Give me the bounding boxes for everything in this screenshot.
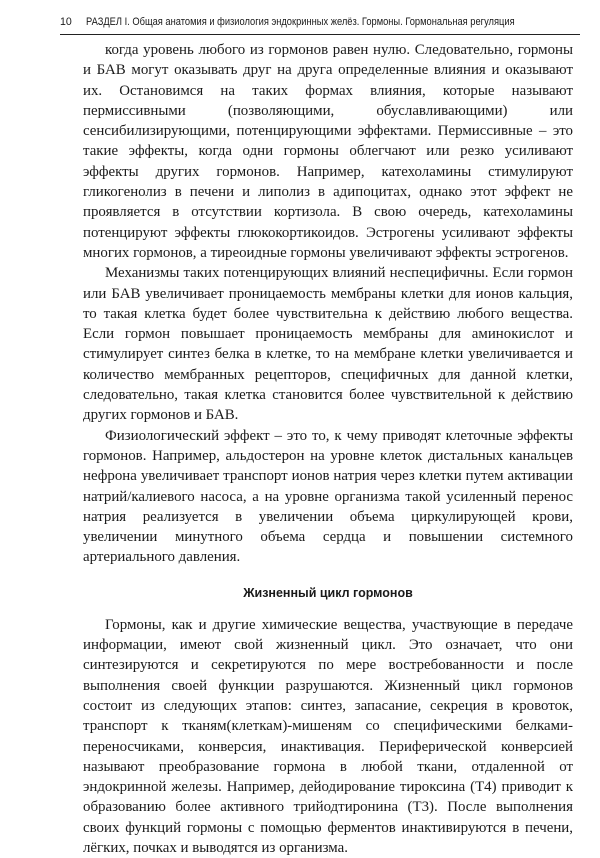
running-title: РАЗДЕЛ I. Общая анатомия и физиология эндокринных желёз. Гормоны. Гормональная регуляция — [86, 16, 515, 28]
page-number: 10 — [60, 16, 72, 28]
section-heading: Жизненный цикл гормонов — [243, 585, 413, 600]
paragraph-4: Гормоны, как и другие химические вещества, участвующие в передаче информации, имеют свой жизненный цикл. Это означает, что они синтезируются и секретируются по мере востребованности и после выполнения своей функции разрушаются. Жизненный цикл гормонов состоит из следующих этапов: синтез, запасание, секреция в кровоток, транспорт к тканям(клеткам)-мишеням со специфическими белками-переносчиками, конверсия, инактивация. Периферической конверсией называют преобразование гормона в любой ткани, отдаленной от эндокринной железы. Например, дейодирование тироксина (Т4) приводит к образованию более активного трийодтиронина (Т3). После выполнения своих функций гормоны с помощью ферментов инактивируются в печени, лёгких, почках и выводятся из организма. — [83, 616, 573, 856]
paragraph-1: когда уровень любого из гормонов равен нулю. Следовательно, гормоны и БАВ могут оказывать друг на друга определенные влияния и оказывают их. Остановимся на таких формах влияния, которые называют пермиссивными (позволяющими, обуславливающими) или сенсибилизирующими, потенцирующими эффектами. Пермиссивные – это такие эффекты, когда одни гормоны облегчают или резко усиливают эффекты других гормонов. Например, катехоламины стимулируют гликогенолиз в печени и липолиз в адипоцитах, однако этот эффект не проявляется в отсутствии кортизола. В свою очередь, катехоламины потенцируют эффекты глюкокортикоидов. Эстрогены усиливают эффекты многих гормонов, а тиреоидные гормоны увеличивают эффекты эстрогенов. — [83, 42, 573, 261]
body-text — [83, 40, 573, 858]
paragraph-2: Механизмы таких потенцирующих влияний неспецифичны. Если гормон или БАВ увеличивает проницаемость мембраны клетки для ионов кальция, то такая клетка будет более чувствительна к действию любого вещества. Если гормон повышает проницаемость мембраны для аминокислот и стимулирует синтез белка в клетке, то на мембране клетки увеличивается и количество мембранных рецепторов, специфичных для данной клетки, следовательно, такая клетка становится более чувствительной к действию других гормонов и БАВ. — [83, 265, 573, 424]
running-header — [60, 12, 580, 35]
paragraph-3: Физиологический эффект – это то, к чему приводят клеточные эффекты гормонов. Например, альдостерон на уровне клеток дистальных канальцев нефрона увеличивает транспорт ионов натрия через клетки путем активации натрий/калиевого насоса, а на уровне организма такой усиленный перенос натрия реализуется в увеличении объема циркулирующей крови, увеличении минутного объема сердца и повышении системного артериального давления. — [83, 427, 573, 566]
